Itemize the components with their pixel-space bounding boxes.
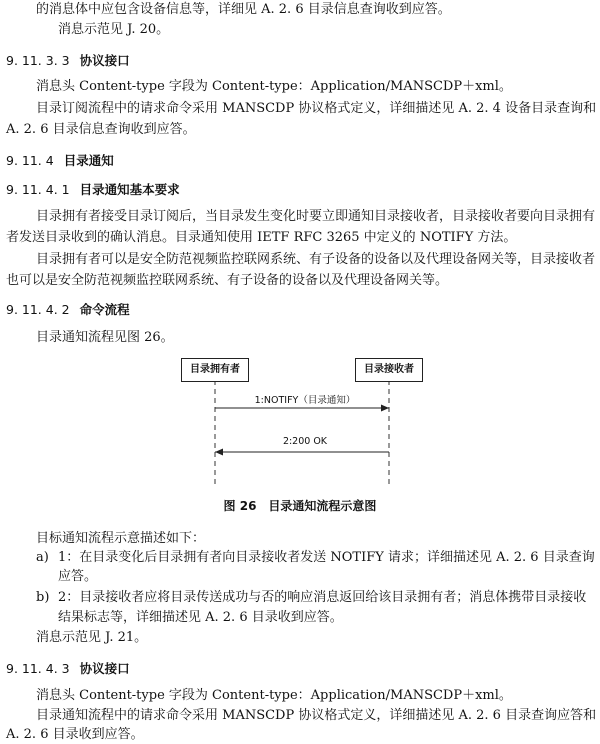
paragraph-line: A. 2. 6 目录信息查询收到应答。 [6,122,196,137]
paragraph-line: 目录通知流程见图 26。 [36,330,174,345]
list-marker: a) [36,550,49,565]
paragraph-line: 目录通知流程中的请求命令采用 MANSCDP 协议格式定义，详细描述见 A. 2. 6 目录查询应答和 [36,708,597,723]
section-title: 目录通知 [63,153,114,168]
section-title: 协议接口 [79,661,130,676]
sequence-diagram [175,352,435,487]
paragraph-line: 的消息体中应包含设备信息等，详细见 A. 2. 6 目录信息查询收到应答。 [36,2,451,17]
paragraph-line: 者发送目录收到的确认消息。目录通知使用 IETF RFC 3265 中定义的 NOTIFY 方法。 [6,230,517,245]
list-item-line: 1：在目录变化后目录拥有者向目录接收者发送 NOTIFY 请求；详细描述见 A. 2. 6 目录查询 [58,550,595,565]
section-title: 命令流程 [79,302,130,317]
section-heading [6,302,130,318]
section-number: 9. 11. 4. 3 [6,661,70,676]
figure-caption: 图 26 目录通知流程示意图 [223,499,377,513]
section-heading [6,153,114,169]
notify-message-label: 1:NOTIFY（目录通知） [254,395,356,406]
paragraph-line: 消息头 Content-type 字段为 Content-type：Application/MANSCDP＋xml。 [36,79,512,94]
paragraph-line: 目录拥有者可以是安全防范视频监控联网系统、有子设备的设备以及代理设备网关等，目录接收者 [36,252,596,267]
paragraph-line: A. 2. 6 目录收到应答。 [6,727,144,742]
list-item-line: 2：目录接收者应将目录传送成功与否的响应消息返回给该目录拥有者；消息体携带目录接收 [58,590,587,605]
section-heading [6,661,130,677]
list-item-line: 应答。 [58,569,98,584]
section-title: 协议接口 [79,53,130,68]
paragraph-line: 消息示范见 J. 21。 [36,630,148,645]
receiver-box: 目录接收者 [355,358,423,382]
list-item-line: 结果标志等，详细描述见 A. 2. 6 目录收到应答。 [58,610,343,625]
paragraph-line: 目录订阅流程中的请求命令采用 MANSCDP 协议格式定义，详细描述见 A. 2. 4 设备目录查询和 [36,101,597,116]
section-title: 目录通知基本要求 [79,182,180,197]
section-number: 9. 11. 4. 2 [6,302,70,317]
section-number: 9. 11. 4. 1 [6,182,70,197]
section-heading [6,53,130,69]
paragraph-line: 消息示范见 J. 20。 [58,22,170,37]
owner-box: 目录拥有者 [181,358,249,382]
section-heading [6,182,180,198]
section-number: 9. 11. 4 [6,153,54,168]
list-marker: b) [36,590,50,605]
section-number: 9. 11. 3. 3 [6,53,70,68]
paragraph-line: 目标通知流程示意描述如下： [36,531,206,546]
paragraph-line: 目录拥有者接受目录订阅后，当目录发生变化时要立即通知目录接收者，目录接收者要向目录拥有 [36,209,596,224]
ok-arrowhead [215,449,223,456]
ok-message-label: 2:200 OK [282,436,328,447]
paragraph-line: 消息头 Content-type 字段为 Content-type：Application/MANSCDP＋xml。 [36,688,512,703]
paragraph-line: 也可以是安全防范视频监控联网系统、有子设备的设备以及代理设备网关等。 [6,273,449,288]
